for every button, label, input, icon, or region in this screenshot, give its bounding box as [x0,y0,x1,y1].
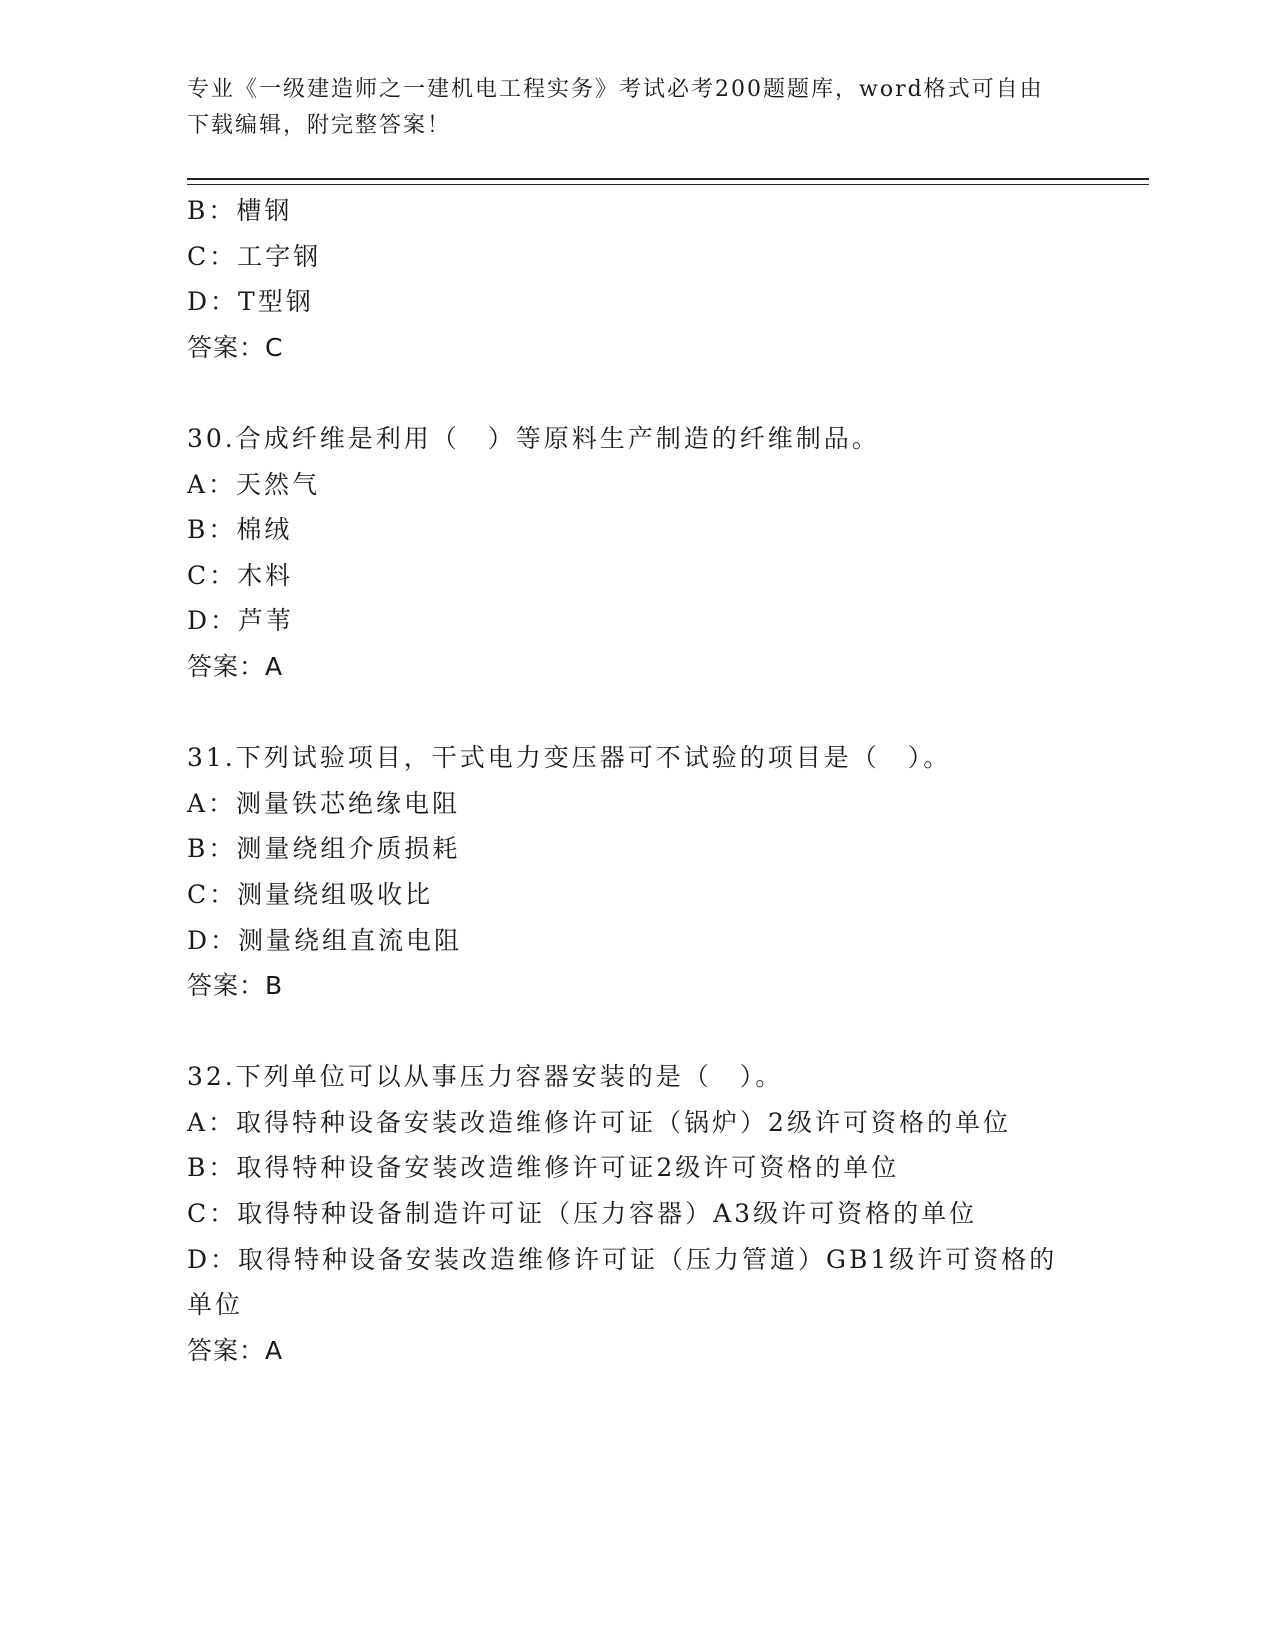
question-block-32 [187,1054,1087,1373]
header-divider-thin [187,184,1149,185]
answer-line: 答案：A [187,651,284,681]
question-stem: 31.下列试验项目，干式电力变压器可不试验的项目是（ ）。 [187,743,952,773]
question-block-30 [187,416,1087,690]
option-c: C：工字钢 [187,241,322,271]
question-stem: 30.合成纤维是利用（ ）等原料生产制造的纤维制品。 [187,423,880,453]
option-c: C：木料 [187,560,294,590]
option-b: B：槽钢 [187,196,293,225]
question-stem: 32.下列单位可以从事压力容器安装的是（ ）。 [187,1062,784,1092]
option-a: A：取得特种设备安装改造维修许可证（锅炉）2级许可资格的单位 [187,1107,1011,1137]
option-a: A：天然气 [187,469,321,499]
option-d: D：测量绕组直流电阻 [187,925,463,955]
option-b: B：测量绕组介质损耗 [187,834,461,864]
spacer [187,690,1087,736]
option-d: D：芦苇 [187,606,295,636]
page-header: 专业《一级建造师之一建机电工程实务》考试必考200题题库，word格式可自由下载编辑，附完整答案！ [187,77,1044,138]
option-b: B：棉绒 [187,515,293,545]
answer-line: 答案：B [187,971,284,1001]
option-d: D：取得特种设备安装改造维修许可证（压力管道）GB1级许可资格的单位 [187,1244,1058,1320]
answer-line: 答案：A [187,1335,284,1365]
question-content [187,188,1087,1373]
option-b: B：取得特种设备安装改造维修许可证2级许可资格的单位 [187,1153,900,1183]
prev-question-block [187,188,1087,370]
option-a: A：测量铁芯绝缘电阻 [187,788,461,818]
spacer [187,370,1087,416]
spacer [187,1009,1087,1055]
option-d: D：T型钢 [187,287,314,317]
header-divider-thick [187,178,1149,180]
answer-line: 答案：C [187,332,284,362]
option-c: C：取得特种设备制造许可证（压力容器）A3级许可资格的单位 [187,1199,978,1229]
option-c: C：测量绕组吸收比 [187,879,434,909]
question-block-31 [187,735,1087,1009]
